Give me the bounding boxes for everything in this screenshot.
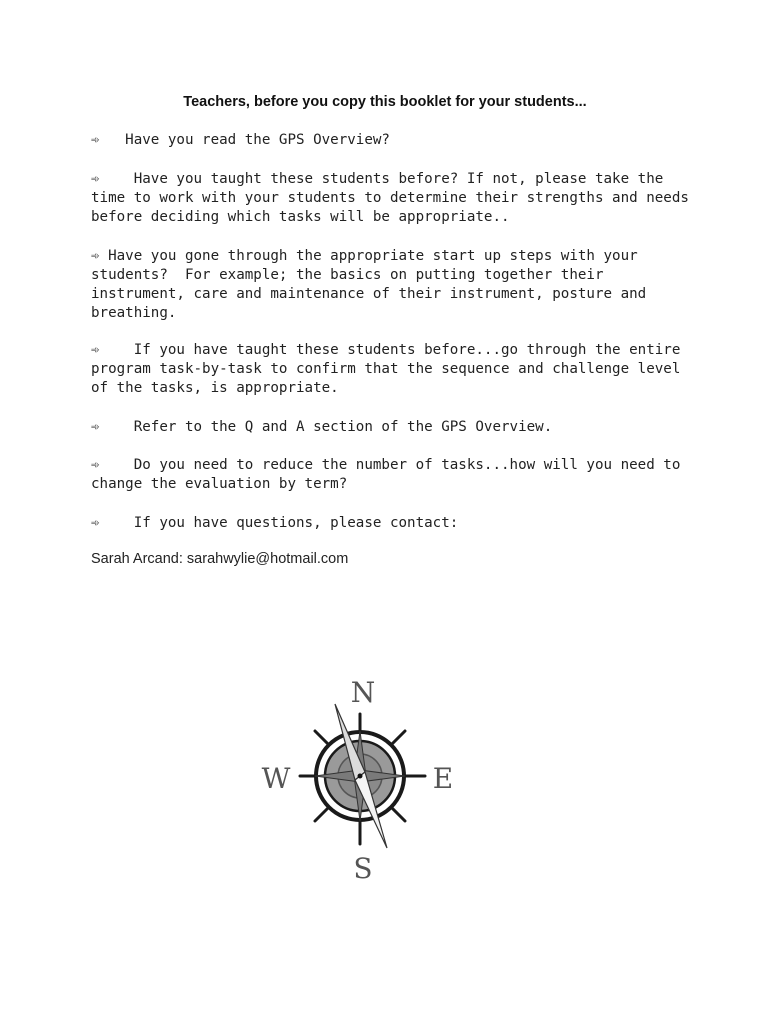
item-text: Have you read the GPS Overview?: [125, 132, 390, 148]
compass-label-s: S: [353, 852, 373, 885]
compass-label-w: W: [261, 762, 291, 795]
arrow-bullet-icon: ➾: [91, 171, 100, 187]
compass-pivot: [358, 774, 363, 779]
checklist-item-reduce-tasks: [91, 456, 691, 494]
checklist-item-gps-overview: [91, 131, 691, 150]
checklist-item-q-and-a: [91, 418, 691, 437]
arrow-bullet-icon: ➾: [91, 515, 100, 531]
arrow-bullet-icon: ➾: [91, 248, 100, 264]
checklist-item-start-up-steps: [91, 247, 691, 323]
item-text: Refer to the Q and A section of the GPS Overview.: [133, 419, 553, 435]
arrow-bullet-icon: ➾: [91, 419, 100, 435]
item-text: If you have questions, please contact:: [133, 515, 459, 531]
compass-label-n: N: [350, 676, 376, 709]
checklist-item-contact: [91, 514, 691, 533]
item-text: Do you need to reduce the number of tasks...how will you need to change the evaluation by term?: [91, 457, 689, 492]
page-title: Teachers, before you copy this booklet for your students...: [183, 94, 587, 110]
arrow-bullet-icon: ➾: [91, 457, 100, 473]
checklist-item-taught-before: [91, 170, 698, 227]
checklist-item-task-by-task: [91, 341, 691, 398]
item-text: If you have taught these students before...go through the entire program task-by-task to confirm that the sequence and challenge level of the tasks, is appropriate.: [91, 342, 689, 396]
arrow-bullet-icon: ➾: [91, 132, 100, 148]
contact-line: Sarah Arcand: sarahwylie@hotmail.com: [91, 551, 349, 567]
item-text: Have you gone through the appropriate start up steps with your students? For example; the basics on putting together their instrument, care and maintenance of their instrument, posture and breathing.: [91, 248, 655, 321]
arrow-bullet-icon: ➾: [91, 342, 100, 358]
item-text: Have you taught these students before? If not, please take the time to work with your students to determine their strengths and needs before deciding which tasks will be appropriate..: [91, 171, 698, 225]
compass-rose-icon: [255, 676, 465, 886]
compass-label-e: E: [432, 762, 454, 795]
